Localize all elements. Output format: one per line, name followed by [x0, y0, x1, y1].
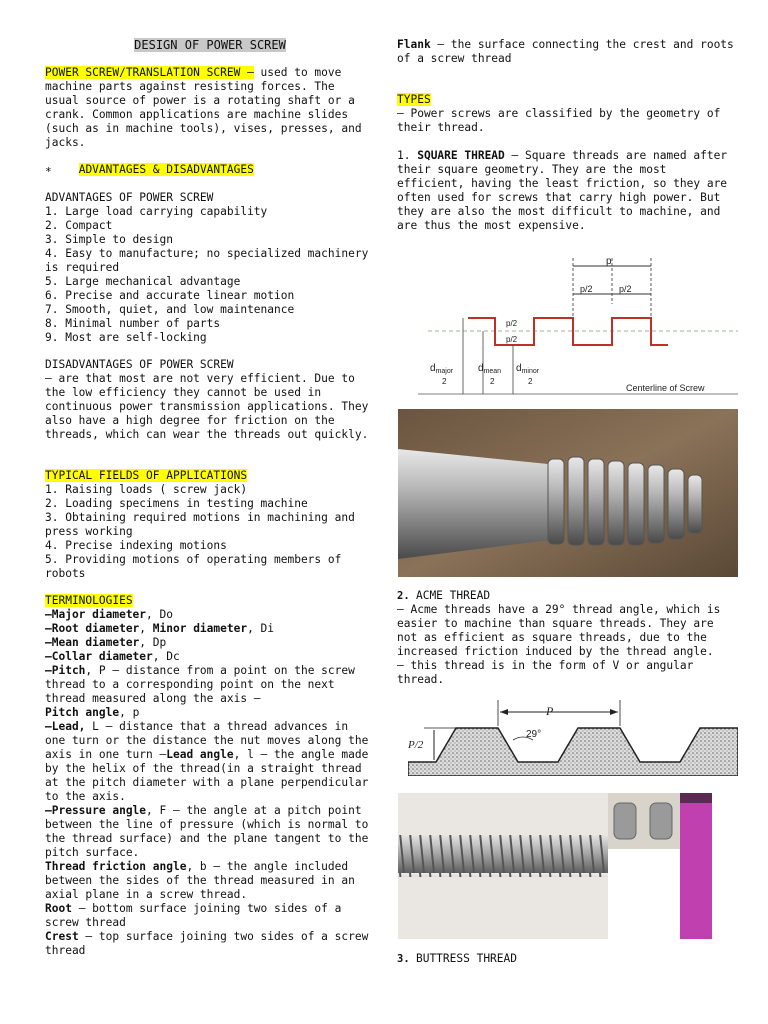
advantage-item: 5. Large mechanical advantage: [45, 275, 241, 288]
square-thread-heading: SQUARE THREAD: [417, 149, 505, 162]
flank-text: – the surface connecting the crest and roots of a screw thread: [397, 38, 734, 65]
bullet: ∗: [45, 163, 52, 176]
flank-term: Flank: [397, 38, 431, 51]
advantage-item: 7. Smooth, quiet, and low maintenance: [45, 303, 295, 316]
terminologies-heading: TERMINOLOGIES: [45, 594, 133, 607]
advantage-item: 2. Compact: [45, 219, 113, 232]
acme-profile: [408, 728, 738, 776]
advantage-item: 1. Large load carrying capability: [45, 205, 268, 218]
depth-label-2: p/2: [506, 335, 518, 344]
application-item: 1. Raising loads ( screw jack): [45, 483, 248, 496]
disadvantages-heading: DISADVANTAGES OF POWER SCREW: [45, 358, 234, 371]
acme-section: 2. ACME THREAD – Acme threads have a 29° thread angle, which is easier to machine than square threads. They are not as efficient as square threads, due to the increased friction induced by the thread angle. – this thread is in the form of V or angular thread.: [397, 589, 739, 687]
term-lead: –Lead, L – distance that a thread advances in one turn or the distance the nut moves along the axis in one turn –Lead angle, l – the angle made by the helix of the thread(in a straight thread at the pitch diameter with a plane perpendicular to the axis.: [45, 720, 369, 803]
disadvantages-text: – are that most are not very efficient. Due to the low efficiency they cannot be used in continuous power transmission applications. They also have a high degree for friction on the threads, which can wear the threads out quickly.: [45, 372, 369, 441]
square-thread-profile: [468, 318, 668, 345]
advantage-item: 9. Most are self-locking: [45, 331, 207, 344]
acme-text-2: – this thread is in the form of V or angular thread.: [397, 659, 694, 686]
page-title-text: DESIGN OF POWER SCREW: [134, 38, 286, 52]
term-major: –Major diameter, Do: [45, 608, 173, 621]
types-section: [397, 93, 739, 135]
term-collar: –Collar diameter, Dc: [45, 650, 180, 663]
terminologies-section: [45, 594, 375, 958]
acme-heading: ACME THREAD: [415, 589, 491, 602]
advantage-item: 6. Precise and accurate linear motion: [45, 289, 295, 302]
term-pressure: –Pressure angle, F – the angle at a pitch point between the line of pressure (which is normal to the thread surface) and the plane tangent to the pitch surface.: [45, 804, 369, 859]
adv-disadv-label: ADVANTAGES & DISADVANTAGES: [78, 163, 254, 176]
types-heading: TYPES: [397, 93, 431, 106]
adv-disadv-heading: [45, 163, 375, 177]
d-mean-label: $d_{mean}$: [478, 363, 502, 375]
advantages-list: [45, 205, 375, 345]
magenta-bar: [680, 793, 712, 939]
square-thread-diagram: [418, 256, 738, 404]
centerline-label: Centerline of Screw: [626, 383, 705, 393]
svg-text:2: 2: [528, 377, 533, 386]
d-minor-label: $d_{minor}$: [516, 363, 540, 375]
term-pitch-angle: Pitch angle, p: [45, 706, 140, 719]
square-thread-paragraph: 1. SQUARE THREAD – Square threads are named after their square geometry. They are the most efficient, having the least friction, so they are often used for screws that carry high power. But they are also the most difficult to machine, and are thus the most expensive.: [397, 149, 728, 232]
square-thread-photo: [398, 409, 738, 577]
types-text: – Power screws are classified by the geometry of their thread.: [397, 107, 721, 134]
advantage-item: 3. Simple to design: [45, 233, 173, 246]
intro-paragraph: [45, 66, 375, 150]
application-item: 5. Providing motions of operating members of robots: [45, 553, 342, 580]
d-major-label: $d_{major}$: [430, 363, 454, 375]
svg-text:2: 2: [490, 377, 495, 386]
applications-section: [45, 469, 375, 581]
intro-term: POWER SCREW/TRANSLATION SCREW –: [45, 66, 254, 79]
acme-angle-label: 29°: [526, 729, 542, 740]
application-item: 4. Precise indexing motions: [45, 539, 227, 552]
depth-label-1: p/2: [506, 319, 518, 328]
half-pitch-label-1: p/2: [580, 284, 593, 294]
svg-text:2: 2: [442, 377, 447, 386]
applications-heading: TYPICAL FIELDS OF APPLICATIONS: [45, 469, 248, 482]
acme-pitch-label: P: [546, 704, 554, 718]
term-crest: Crest – top surface joining two sides of a screw thread: [45, 930, 369, 957]
disadvantages-section: [45, 358, 375, 442]
applications-list: [45, 483, 375, 581]
advantage-item: 8. Minimal number of parts: [45, 317, 221, 330]
pitch-label: p: [606, 256, 612, 267]
square-thread-text: – Square threads are named after their square geometry. They are the most efficient, having the least friction, so they are often used for screws that carry high power. But they are also the most difficult to machine, and are thus the most expensive.: [397, 149, 728, 232]
acme-depth-label: P/2: [408, 739, 424, 751]
advantage-item: 4. Easy to manufacture; no specialized machinery is required: [45, 247, 369, 274]
acme-thread-photo: [398, 793, 712, 939]
buttress-heading: BUTTRESS THREAD: [415, 952, 518, 965]
term-root-def: Root – bottom surface joining two sides of a screw thread: [45, 902, 342, 929]
acme-text: – Acme threads have a 29° thread angle, which is easier to machine than square threads. They are not as efficient as square threads, due to the increased friction induced by the thread angle.: [397, 603, 721, 658]
intro-text: used to move machine parts against resisting forces. The usual source of power is a rotating shaft or a crank. Common applications are machine slides (such as in machine tools), vises, presses, and jacks.: [45, 66, 362, 149]
term-root: –Root diameter, Minor diameter, Di: [45, 622, 275, 635]
term-friction: Thread friction angle, b – the angle included between the sides of the thread measured in an axial plane in a screw thread.: [45, 860, 355, 901]
advantages-heading: ADVANTAGES OF POWER SCREW: [45, 191, 214, 204]
application-item: 2. Loading specimens in testing machine: [45, 497, 308, 510]
half-pitch-label-2: p/2: [619, 284, 632, 294]
buttress-section: 3. BUTTRESS THREAD: [397, 952, 518, 965]
page-title: [45, 38, 375, 52]
flank-paragraph: [397, 38, 739, 66]
application-item: 3. Obtaining required motions in machining and press working: [45, 511, 355, 538]
advantages-section: [45, 191, 375, 345]
term-pitch: –Pitch, P – distance from a point on the screw thread to a corresponding point on the next thread measured along the axis –: [45, 664, 355, 705]
term-mean: –Mean diameter, Dp: [45, 636, 167, 649]
acme-thread-diagram: [408, 700, 738, 776]
